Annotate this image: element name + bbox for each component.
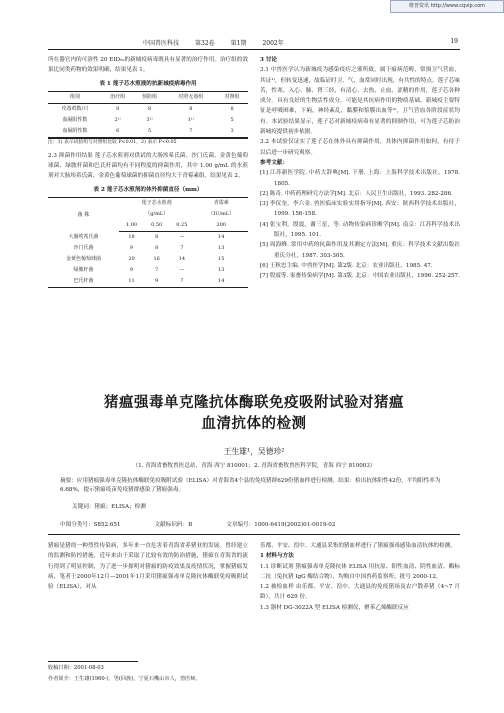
body-right bbox=[260, 541, 460, 613]
table-cell: 2¹⁾ bbox=[114, 117, 121, 124]
table-cell: 3²⁾ bbox=[146, 117, 153, 124]
table-cell: 6 bbox=[116, 128, 120, 135]
table-cell: 8 bbox=[116, 106, 120, 113]
table-cell: 血凝阴性数 bbox=[62, 128, 88, 135]
table-cell: 3 bbox=[230, 128, 234, 135]
table2-caption: 表 2 莲子芯水煎剂的体外抑菌直径（mm） bbox=[93, 186, 203, 193]
table-row bbox=[48, 232, 248, 244]
table-header: 1.00 bbox=[119, 220, 144, 232]
table-header: （IU/mL） bbox=[208, 211, 235, 218]
table-cell: 7 bbox=[180, 245, 184, 252]
header-rule bbox=[48, 49, 460, 50]
article-number: 文章编号：1000-6419(2002)01-0019-02 bbox=[226, 522, 336, 528]
table-cell: 18 bbox=[128, 234, 135, 241]
reference-item: [4] 张宝利，殷震，谢三星，等. 动物传染病诊断学[M]. 南京：江苏科学技术出版社，1995. 101. bbox=[260, 221, 460, 239]
abstract-rule bbox=[48, 534, 460, 535]
table-cell: 1¹⁾ bbox=[187, 117, 194, 124]
table-row bbox=[48, 103, 248, 115]
table-cell: 绿脓杆菌 bbox=[73, 267, 94, 274]
table-row bbox=[48, 254, 248, 265]
left-column-top bbox=[48, 55, 248, 288]
table-cell: 攻毒鸡数/只 bbox=[61, 106, 89, 113]
table-cell: 20 bbox=[128, 256, 135, 263]
table1-caption: 表 1 莲子芯水煎液的抗新城疫病毒作用 bbox=[99, 80, 197, 87]
table-cell: 14 bbox=[218, 234, 225, 241]
paragraph: 1.2 被检血样 由乐都、平安、湟中、大通县的免疫猪场及农户散养猪（4~7 月龄），共计 629 份。 bbox=[260, 584, 460, 601]
article-title-line: 猪瘟强毒单克隆抗体酶联免疫吸附试验对猪瘟 bbox=[104, 394, 404, 411]
table-cell: 8 bbox=[189, 106, 193, 113]
table-cell: 5 bbox=[230, 117, 234, 124]
table-cell: 9 bbox=[155, 278, 159, 285]
table-header: 0.50 bbox=[144, 220, 169, 232]
year: 2002年 bbox=[262, 40, 284, 47]
footnote-rule bbox=[48, 661, 138, 662]
table-row bbox=[48, 265, 248, 276]
journal-name: 中国兽医科技 bbox=[143, 40, 180, 47]
table-header: 对照组 bbox=[216, 91, 248, 103]
reference-item: [6] 王秋忠主编. 中兽医学[M]. 第2版. 北京：农业出版社，1985. 47. bbox=[260, 262, 433, 269]
affiliation: （1. 青海省畜牧兽医总站，青海 西宁 810001；2. 青海省畜牧兽医科学院，青海 西宁 810003） bbox=[132, 463, 376, 469]
clc-number: 中图分类号：S852.651 bbox=[60, 522, 121, 528]
table-row bbox=[48, 115, 248, 126]
right-column-top bbox=[260, 55, 460, 282]
references-heading: 参考文献： bbox=[260, 159, 288, 166]
table-cell: 5 bbox=[147, 128, 152, 135]
paragraph: 乐都、平安、湟中、大通县采集的猪血样进行了猪瘟强毒感染血清抗体的检测。 bbox=[260, 543, 456, 549]
table-cell: — bbox=[179, 234, 185, 241]
table-cell: 7 bbox=[189, 128, 193, 135]
paragraph: 1.1 诊断试剂 猪瘟强毒单克隆抗体 ELISA 用抗原、阳性血清、阴性血清、酶标二抗（兔抗猪 IgG 酶结合物）、均购自中国兽药监察所，批号 2000-12。 bbox=[260, 563, 460, 580]
table-header: 菌 株 bbox=[77, 211, 90, 218]
table-cell: 9 bbox=[129, 245, 134, 252]
table-header: 对照无毒组 bbox=[165, 91, 216, 103]
reference-item: [3] 李仪奎，李六金. 兽医临床实验实用指导[M]. 西安：陕西科学技术出版社，1999. 156-158. bbox=[260, 201, 460, 218]
table-cell: 8 bbox=[230, 106, 234, 113]
table-header: 莲子芯水煎剂 bbox=[141, 200, 172, 207]
table-cell: 16 bbox=[153, 256, 160, 263]
paragraph: 1.3 器材 DG-3022A 型 ELISA 检测仪，聚苯乙烯酶联反应 bbox=[260, 604, 409, 611]
table-cell: — bbox=[179, 267, 185, 274]
table-cell: 7 bbox=[180, 278, 184, 285]
table-cell: 14 bbox=[218, 278, 225, 285]
reference-item: [1] 江苏新医学院. 中药大辞典[M]. 下册. 上海：上海科学技术出版社，1978. 1805. bbox=[260, 170, 460, 187]
table-cell: 8 bbox=[155, 245, 159, 252]
table1-note: 注：1) 表示试验组与对照组比较 P<0.01，2) 表示 P<0.05 bbox=[48, 138, 248, 147]
table-row bbox=[48, 126, 248, 138]
table-header: 0.25 bbox=[169, 220, 194, 232]
authors: 王生雄¹，吴德珍² bbox=[223, 447, 285, 456]
reference-item: [5] 周海峰. 常用中药的抗菌作用及其测定方法[M]. 重庆：科学技术文献出版社重庆分社，1987. 303-305. bbox=[260, 242, 460, 259]
document-code: 文献标识码：B bbox=[154, 522, 193, 528]
article-title-line: 血清抗体的检测 bbox=[201, 415, 307, 432]
table-cell: 9 bbox=[129, 267, 134, 274]
table2 bbox=[48, 197, 248, 288]
table-cell: 大肠埃希氏菌 bbox=[68, 234, 99, 241]
page-number: 19 bbox=[450, 38, 458, 45]
reference-item: [2] 陈奇. 中药药理研究方法学[M]. 北京：人民卫生出版社，1993. 282-286. bbox=[260, 190, 453, 197]
table-cell: 7 bbox=[155, 267, 159, 274]
table-cell: 14 bbox=[178, 256, 186, 263]
table-cell: 13 bbox=[218, 245, 225, 252]
section-heading: 1 材料与方法 bbox=[260, 553, 294, 560]
received-date: 收稿日期：2001-08-03 bbox=[48, 665, 104, 671]
volume: 第32卷 bbox=[195, 40, 215, 47]
table-cell: 13 bbox=[218, 267, 225, 274]
running-header bbox=[48, 38, 458, 47]
table-cell: 巴氏杆菌 bbox=[73, 278, 94, 285]
paragraph: 3.2 本试验仅证实了莲子芯在体外具有抑菌作用，其体内抑菌作用如何，有待于以后进一步研究观察。 bbox=[260, 139, 460, 156]
table-header: 组别 bbox=[48, 91, 102, 103]
paragraph: 3.1 中兽医学认为新城疫为感染疫疠之邪所致，属于瘟病范畴，常损卫气营血，其证¹⁾，但转变迅速，故临证时卫、气、血常同时出现，有共性的特点。莲子芯味苦，性寒，入心、肺、肾三经，有清心、去热、止血、涩精的作用，莲子芯各种成分。具有良好的生物活性成分，可能是其抗病作用的物质基础。新城疫主要特征是呼吸困难，下痢，神经紊乱，黏膜和浆膜出血等²⁾，卫气营血各阶段症状均有。本试验结果显示，莲子芯对新城疫病毒有显著的抑制作用，可为莲子芯防治新城疫提供初步依据。 bbox=[260, 67, 460, 136]
table-header: （g/mL） bbox=[145, 211, 169, 218]
keywords: 关键词：猪瘟；ELISA；检测 bbox=[72, 504, 146, 510]
table-cell: 15 bbox=[218, 256, 225, 263]
paragraph: 2.3 抑菌作用结果 莲子芯水煎剂对供试的大肠埃希氏菌、沙门氏菌、金黄色葡萄球菌、绿脓杆菌和巴氏杆菌均有不同程度的抑菌作用，其中 1.00 g/mL 的水煎剂对大肠埃希氏菌、金黄色葡萄球菌的抑菌直径均大于青霉素组。结果见表 2。 bbox=[48, 152, 248, 180]
classification-row bbox=[60, 520, 450, 528]
table-header: 预防组 bbox=[134, 91, 166, 103]
article-title bbox=[48, 392, 460, 434]
table-cell: 血凝阳性数 bbox=[62, 117, 88, 124]
reference-item: [7] 殷震等. 家畜传染病学[M]. 第3版. 北京：中国农业出版社，1996. 252-257. bbox=[260, 273, 460, 280]
table-header: 青霉素 bbox=[213, 200, 229, 207]
table-cell: 8 bbox=[155, 234, 159, 241]
watermark-banner: 维普资讯 http://www.cqvip.com bbox=[390, 0, 504, 13]
table-cell: 8 bbox=[147, 106, 152, 113]
section-heading: 3 讨论 bbox=[260, 57, 278, 63]
table-cell: 沙门氏菌 bbox=[73, 245, 94, 252]
table-cell: 金黄色葡萄球菌 bbox=[65, 256, 101, 263]
table-row bbox=[48, 276, 248, 288]
body-left: 猪瘟是猪的一种烈性传染病，多年来一直危害着青海省养猪业的发展。曾经建立的监测和防控措施，近年来由于采取了比较有效的防治措施，猪瘟在青海省的流行得到了明显控制，为了进一步探明对猪瘟的防疫效果及疫情状况，掌握猪瘟发病，笔者于2000年12月—2001年1月采用猪瘟强毒单克隆抗体酶联免疫吸附试验（ELISA），对从 bbox=[48, 543, 248, 591]
table-header: 200 bbox=[194, 220, 248, 232]
table-header: 治疗组 bbox=[102, 91, 134, 103]
table-row bbox=[48, 243, 248, 254]
table-cell: 11 bbox=[128, 278, 135, 285]
author-bio: 作者简介：王生雄(1960-)，男(回族)，宁夏石嘴山市人，兽医师。 bbox=[48, 676, 201, 682]
paragraph: 所在器官内的可溶性 20 EID₅₀的新城疫病毒既具有显著的治疗作用。治疗组的效果比同类药物的效果明确，结果见表 1。 bbox=[48, 57, 248, 74]
table1 bbox=[48, 91, 248, 138]
abstract: 摘要：应用猪瘟强毒单克隆抗体酶联免疫吸附试验（ELISA）对青海省4个县的免疫猪群629份猪血样进行检测，结果：检出抗体阳性42份，平均阳性率为6.68%，提示猪瘟疫苗免疫猪群感染了猪瘟强毒。 bbox=[60, 478, 441, 493]
issue: 第1期 bbox=[230, 40, 247, 47]
